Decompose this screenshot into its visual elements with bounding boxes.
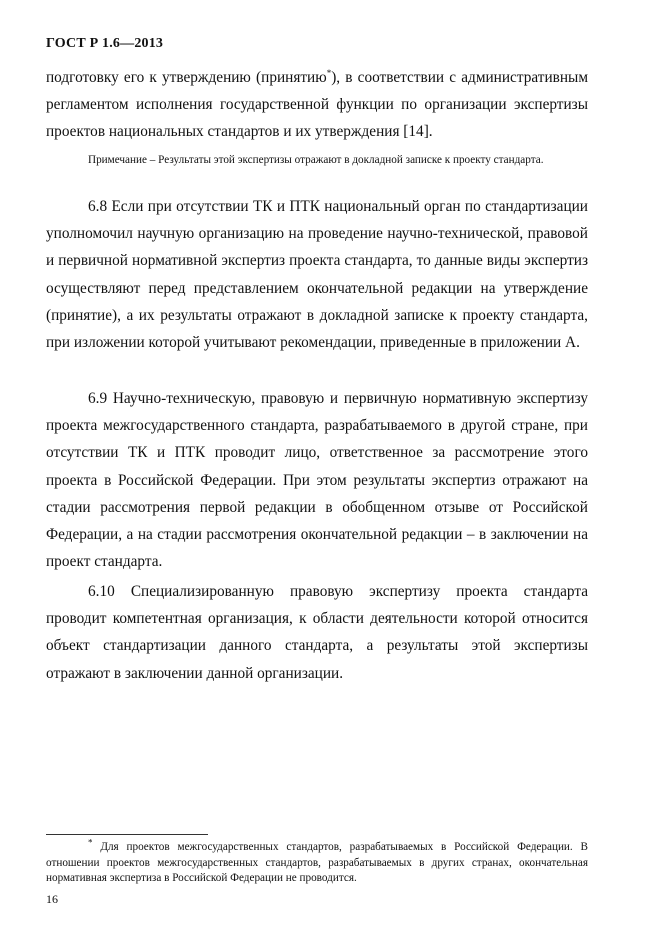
running-header: ГОСТ Р 1.6—2013 [46, 36, 164, 51]
footnote-reference-mark: * [326, 67, 332, 78]
paragraph-6-8: 6.8 Если при отсутствии ТК и ПТК национальный орган по стандартизации уполномочил научную организацию на проведение научно-технической, правовой и первичной нормативной экспертиз проекта стандарта, то данные виды экспертиз осуществляют перед представлением окончательной редакции на утверждение (принятие), а их результаты отражают в докладной записке к проекту стандарта, при изложении которой учитывают рекомендации, приведенные в приложении А. [46, 198, 588, 352]
section-6-8 [46, 193, 588, 356]
footnote [46, 837, 588, 887]
intro-paragraph [46, 64, 588, 146]
section-6-9 [46, 385, 588, 575]
footnote-text: Для проектов межгосударственных стандартов, разрабатываемых в Российской Федерации. В отношении проектов межгосударственных стандартов, разрабатываемых в других странах, окончательная нормативная экспертиза в Российской Федерации не проводится. [46, 841, 588, 884]
section-6-10 [46, 578, 588, 687]
intro-text-start: подготовку его к утверждению (принятию [46, 69, 327, 86]
footnote-separator [46, 834, 208, 835]
page-number: 16 [46, 892, 58, 906]
paragraph-6-9: 6.9 Научно-техническую, правовую и первичную нормативную экспертизу проекта межгосударственного стандарта, разрабатываемого в другой стране, при отсутствии ТК и ПТК проводит лицо, ответственное за рассмотрение этого проекта в Российской Федерации. При этом результаты экспертиз отражают на стадии рассмотрения первой редакции в обобщенном отзыве от Российской Федерации, а на стадии рассмотрения окончательной редакции – в заключении на проект стандарта. [46, 390, 588, 571]
note-paragraph: Примечание – Результаты этой экспертизы отражают в докладной записке к проекту стандарта. [88, 154, 544, 166]
intro-text-end: ), в соответствии с административным регламентом исполнения государственной функции по организации экспертизы проектов национальных стандартов и их утверждения [14]. [46, 69, 588, 141]
paragraph-6-10: 6.10 Специализированную правовую экспертизу проекта стандарта проводит компетентная организация, к области деятельности которой относится объект стандартизации данного стандарта, а результаты этой экспертизы отражают в заключении данной организации. [46, 583, 588, 682]
footnote-mark: * [88, 837, 93, 848]
